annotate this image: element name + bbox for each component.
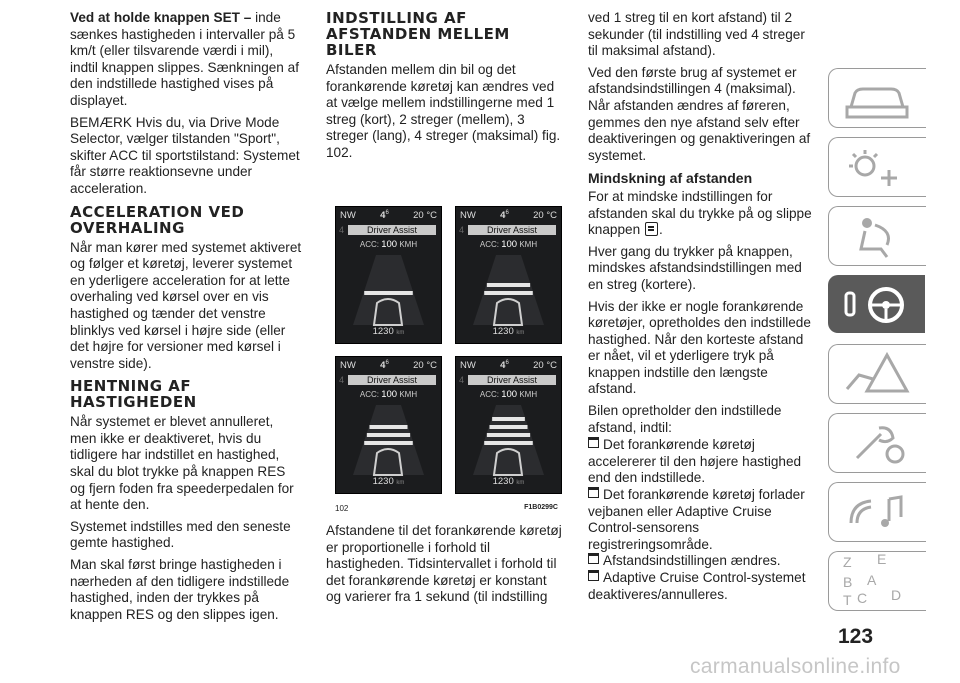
side-gear-indicator: 4 [459, 375, 465, 385]
car-icon [829, 69, 926, 127]
index-letter: C [857, 590, 868, 606]
driver-assist-banner: Driver Assist [468, 375, 556, 385]
index-letter: Z [843, 554, 852, 570]
chapter-tab[interactable] [828, 68, 926, 128]
odometer: 1230 km [372, 476, 405, 487]
distance-bar [487, 433, 530, 437]
chapter-tab[interactable] [828, 275, 925, 333]
odometer: 1230 km [492, 476, 525, 487]
paragraph: Bilen opretholder den indstillede afstand, indtil: [588, 403, 782, 435]
index-letter: D [891, 587, 902, 603]
subheading-reduce-distance: Mindskning af afstanden [588, 170, 753, 187]
acc-set-speed: ACC: 100 KMH [479, 239, 538, 250]
compass-heading: NW [340, 360, 356, 371]
gear-indicator: $4^6$ [380, 360, 389, 372]
paragraph: Systemet indstilles med den seneste gemte hastighed. [70, 518, 291, 551]
driver-assist-banner: Driver Assist [348, 225, 436, 235]
distance-button-icon [645, 222, 658, 236]
column-3 [588, 10, 816, 603]
compass-heading: NW [460, 360, 476, 371]
odometer: 1230 km [372, 326, 405, 337]
acc-set-speed: ACC: 100 KMH [479, 389, 538, 400]
distance-bar [370, 425, 408, 429]
bullet-icon [588, 570, 599, 581]
bullet-item: Det forankørende køretøj forlader vejbanen eller Adaptive Cruise Control-sensorens registreringsområde. [588, 487, 805, 552]
airbag-seat-icon [829, 207, 926, 265]
paragraph [70, 10, 302, 110]
paragraph: Når systemet er blevet annulleret, men ikke er deaktiveret, hvis du tidligere har indstillet en hastighed, skal du blot trykke på knappen RES og fjern foden fra speederpedalen for at hente den. [70, 414, 294, 513]
paragraph: BEMÆRK Hvis du, via Drive Mode Selector, vælger tilstanden "Sport", skifter ACC til sportstilstand: Systemet får større reaktionsevne under acceleration. [70, 114, 300, 196]
road-surface [473, 255, 544, 325]
paragraph-text: inde sænkes hastigheden i intervaller på 5 km/t (eller tilsvarende værdi i mil), indtil knappen slippes. Sænkningen af den indstillede hastighed vises på displayet. [70, 10, 299, 108]
service-wrench-icon [829, 414, 926, 472]
road-surface [473, 405, 544, 475]
paragraph: Ved den første brug af systemet er afstandsindstillingen 4 (maksimal). Når afstanden ændres af føreren, gemmes den nye afstand selv efter deaktiveringen og genaktiveringen af systemet. [588, 64, 811, 163]
chapter-tab[interactable] [828, 344, 926, 404]
distance-bar [367, 433, 410, 437]
paragraph: ved 1 streg til en kort afstand) til 2 sekunder (til indstilling ved 4 streger til maksimal afstand). [588, 10, 805, 59]
watermark: carmanualsonline.info [690, 655, 901, 678]
bullet-item: Afstandsindstillingen ændres. [588, 553, 816, 570]
bullet-icon [588, 437, 599, 448]
side-gear-indicator: 4 [459, 225, 465, 235]
road-surface [353, 255, 424, 325]
media-icon [829, 483, 926, 541]
index-letter: B [843, 574, 853, 590]
chapter-tab[interactable] [828, 206, 926, 266]
chapter-tab[interactable] [828, 137, 926, 197]
chapter-tab[interactable] [828, 413, 926, 473]
figure-code: F1B0299C [524, 504, 558, 511]
section-heading-distance: INDSTILLING AF AFSTANDEN MELLEM BILER [326, 9, 510, 59]
paragraph-text: . [658, 222, 663, 238]
gear-indicator: $4^6$ [380, 210, 389, 222]
distance-bar [492, 417, 525, 421]
index-letter: T [843, 592, 852, 608]
gear-indicator: $4^6$ [500, 210, 509, 222]
figure-102 [335, 206, 560, 513]
index-letter: E [877, 551, 887, 567]
section-heading-acceleration: ACCELERATION VED OVERHALING [70, 202, 245, 237]
side-gear-indicator: 4 [339, 375, 345, 385]
emergency-triangle-icon [829, 345, 926, 403]
set-minus-label: Ved at holde knappen SET – [70, 10, 252, 25]
odometer: 1230 km [492, 326, 525, 337]
driver-assist-banner: Driver Assist [348, 375, 436, 385]
distance-bar [487, 283, 530, 287]
compass-heading: NW [340, 210, 356, 221]
bullet-list [588, 437, 816, 603]
compass-heading: NW [460, 210, 476, 221]
index-letter: A [867, 572, 877, 588]
acc-set-speed: ACC: 100 KMH [359, 389, 418, 400]
chapter-tab[interactable] [828, 482, 926, 542]
acc-set-speed: ACC: 100 KMH [359, 239, 418, 250]
steering-wheel-key-icon [828, 275, 925, 333]
warning-light-icon [829, 138, 926, 196]
chapter-tab[interactable] [828, 551, 926, 611]
column-2-lower [326, 523, 562, 611]
paragraph: Afstanden mellem din bil og det forankørende køretøj kan ændres ved at vælge mellem indstillingerne med 1 streg (kort), 2 streger (mellem), 3 streger (lang), 4 streger (maksimal) fig. 102. [326, 62, 561, 160]
bullet-icon [588, 487, 599, 498]
distance-bar [484, 291, 533, 295]
bullet-item: Adaptive Cruise Control-systemet deaktiveres/annulleres. [588, 570, 806, 602]
instrument-display-panel [455, 206, 562, 344]
paragraph: Man skal først bringe hastigheden i nærheden af den tidligere indstillede hastighed, inden der trykkes på knappen RES og den slippes igen. [70, 557, 290, 622]
display-top-bar [460, 210, 557, 221]
road-surface [353, 405, 424, 475]
display-top-bar [340, 360, 437, 371]
outside-temperature: 20 °C [413, 360, 437, 371]
paragraph: Hvis der ikke er nogle forankørende køretøjer, opretholdes den indstillede hastighed. Når den korteste afstand er nået, vil et yderligere tryk på knappen indstille den længste afstand. [588, 298, 811, 397]
gear-indicator: $4^6$ [500, 360, 509, 372]
page-number: 123 [838, 625, 874, 648]
distance-bar [490, 425, 528, 429]
display-top-bar [340, 210, 437, 221]
distance-bar [484, 441, 533, 445]
column-2 [326, 10, 562, 167]
paragraph: Når man kører med systemet aktiveret og følger et køretøj, leverer systemet en yderligere acceleration for at lette overhaling ved kørsel over en vis hastighed og tænder det venstre blinklys ved kørsel i højre side (eller det højre for versioner med kørsel i venstre side). [70, 239, 302, 371]
bullet-item: Det forankørende køretøj accelererer til den højere hastighed end den indstillede. [588, 437, 802, 486]
instrument-display-panel [455, 356, 562, 494]
instrument-display-panel [335, 206, 442, 344]
paragraph: Afstandene til det forankørende køretøj er proportionelle i forhold til hastigheden. Tidsintervallet i forhold til det forankørende køretøj er konstant og varierer fra 1 sekund (til indstilling [326, 523, 562, 605]
driver-assist-banner: Driver Assist [468, 225, 556, 235]
side-gear-indicator: 4 [339, 225, 345, 235]
figure-number: 102 [335, 504, 349, 513]
section-heading-recall: HENTNING AF HASTIGHEDEN [70, 377, 197, 412]
outside-temperature: 20 °C [533, 210, 557, 221]
outside-temperature: 20 °C [533, 360, 557, 371]
instrument-display-panel [335, 356, 442, 494]
column-1 [70, 10, 302, 628]
distance-bar [364, 291, 413, 295]
outside-temperature: 20 °C [413, 210, 437, 221]
paragraph: Hver gang du trykker på knappen, mindskes afstandsindstillingen med en streg (kortere). [588, 243, 802, 292]
paragraph-text: For at mindske indstillingen for afstanden skal du trykke på og slippe knappen [588, 188, 812, 238]
display-top-bar [460, 360, 557, 371]
distance-bar [364, 441, 413, 445]
paragraph [588, 189, 816, 239]
bullet-icon [588, 553, 599, 564]
